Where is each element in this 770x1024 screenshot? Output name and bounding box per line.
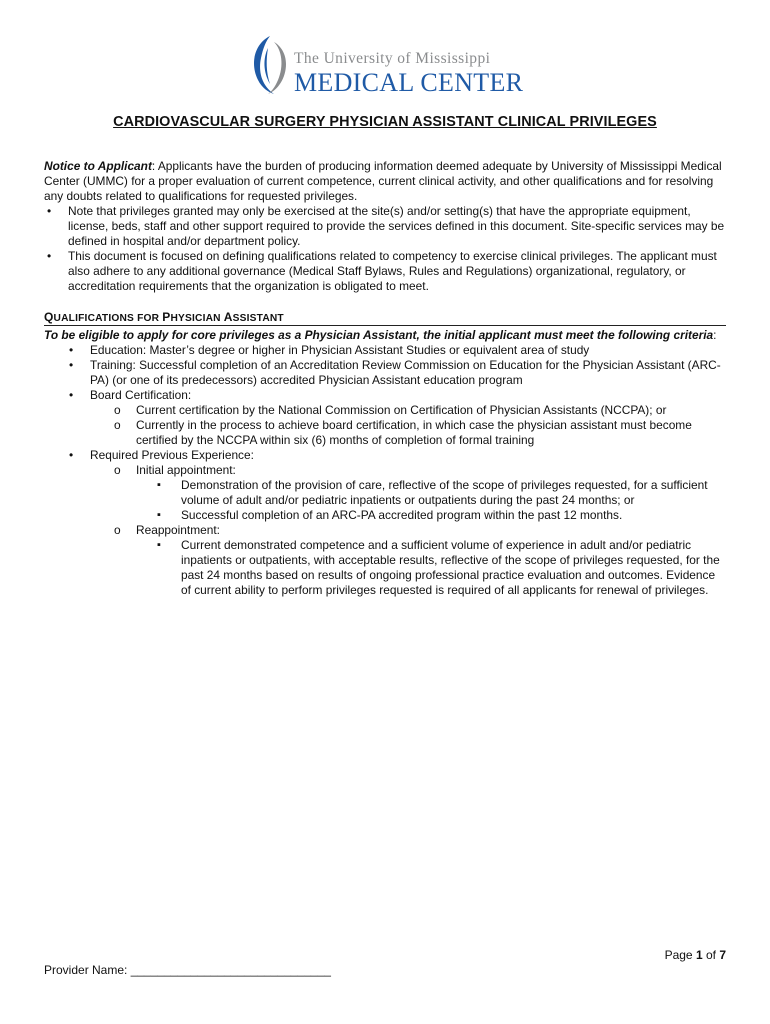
reappointment-item: o Reappointment:: [44, 523, 726, 538]
page-title: CARDIOVASCULAR SURGERY PHYSICIAN ASSISTANT CLINICAL PRIVILEGES: [113, 114, 657, 130]
ummc-logo-mark: [248, 34, 288, 96]
board-sub-item: o Current certification by the National Commission on Certification of Physician Assistants (NCCPA); or: [44, 403, 726, 418]
board-certification-item: • Board Certification:: [44, 388, 726, 403]
notice-section: [44, 159, 726, 294]
notice-text: : Applicants have the burden of producing information deemed adequate by University of Mississippi Medical Center (UMMC) for a proper evaluation of current competence, current clinical activity, and other qualifications and for resolving any doubts related to qualifications for requested privileges.: [44, 159, 722, 203]
section-divider: [44, 325, 726, 326]
list-item: • This document is focused on defining qualifications related to competency to exercise clinical privileges. The applicant must also adhere to any additional governance (Medical Staff Bylaws, Rules and Regulations) organizational, regulatory, or accreditation requirements that the organization is obligated to meet.: [44, 249, 726, 294]
training-item: • Training: Successful completion of an Accreditation Review Commission on Education for the Physician Assistant (ARC-PA) (or one of its predecessors) accredited Physician Assistant education program: [44, 358, 726, 388]
page-number: Page 1 of 7: [664, 948, 726, 962]
experience-item: • Required Previous Experience:: [44, 448, 726, 463]
reappointment-sub-item: ▪ Current demonstrated competence and a sufficient volume of experience in adult and/or pediatric inpatients or outpatients, with acceptable results, reflective of the scope of privileges requested, for the past 24 months based on results of ongoing professional practice evaluation and outcomes. Evidence of current ability to perform privileges requested is required of all applicants for renewal of privileges.: [44, 538, 726, 598]
qualifications-heading: QUALIFICATIONS FOR PHYSICIAN ASSISTANT: [44, 310, 284, 324]
initial-sub-item: ▪ Successful completion of an ARC-PA accredited program within the past 12 months.: [44, 508, 726, 523]
eligibility-lead: To be eligible to apply for core privileges as a Physician Assistant, the initial applicant must meet the following criteria:: [44, 328, 717, 342]
notice-paragraph: [44, 159, 726, 204]
notice-label: Notice to Applicant: [44, 159, 152, 173]
ummc-logo: [248, 34, 528, 96]
logo-medical-center-text: MEDICAL CENTER: [294, 68, 524, 97]
provider-name-field: Provider Name: ______________________________: [44, 963, 331, 977]
list-item: • Note that privileges granted may only be exercised at the site(s) and/or setting(s) that have the appropriate equipment, license, beds, staff and other support required to provide the services defined in this document. Site-specific services may be defined in hospital and/or department policy.: [44, 204, 726, 249]
board-sub-item: o Currently in the process to achieve board certification, in which case the physician assistant must become certified by the NCCPA within six (6) months of completion of formal training: [44, 418, 726, 448]
initial-sub-item: ▪ Demonstration of the provision of care, reflective of the scope of privileges requested, for a sufficient volume of adult and/or pediatric inpatients or outpatients during the past 24 months; or: [44, 478, 726, 508]
logo-university-text: The University of Mississippi: [294, 50, 491, 67]
initial-appointment-item: o Initial appointment:: [44, 463, 726, 478]
notice-bullets: [44, 204, 726, 294]
eligibility-section: [44, 328, 726, 598]
education-item: • Education: Master’s degree or higher in Physician Assistant Studies or equivalent area of study: [44, 343, 726, 358]
